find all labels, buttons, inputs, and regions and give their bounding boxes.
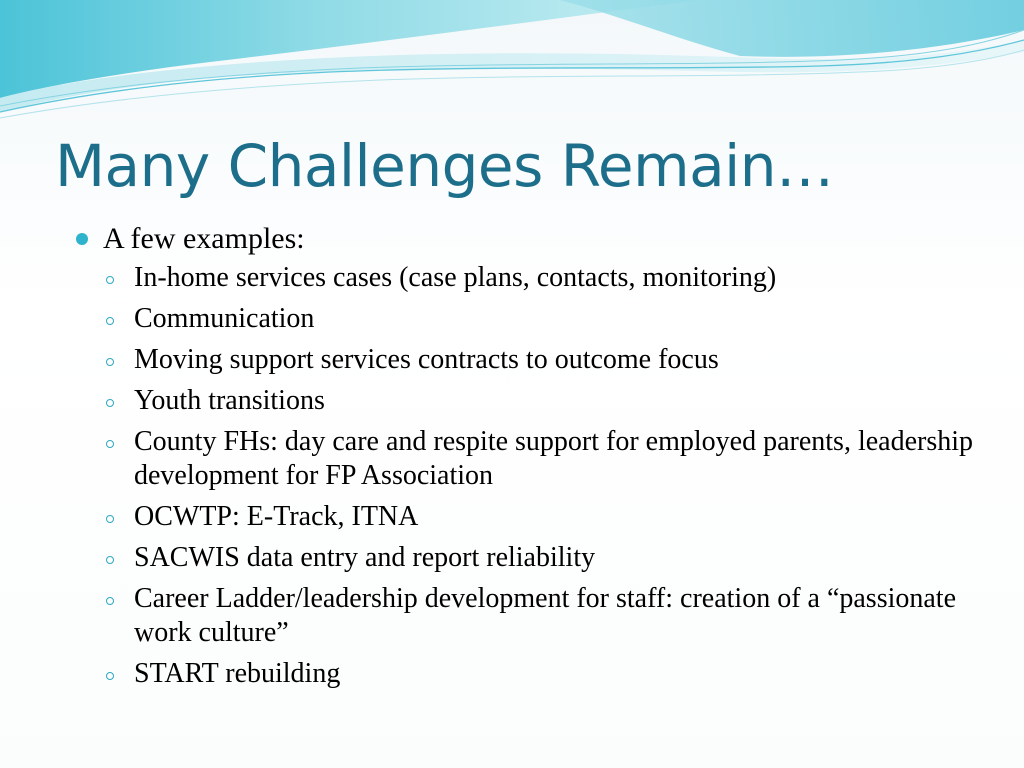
hollow-circle-bullet-icon [106, 597, 114, 605]
bullet-item-level1 [72, 220, 992, 258]
hollow-circle-bullet-icon [106, 556, 114, 564]
sub-bullet-text: In-home services cases (case plans, contacts, monitoring) [134, 262, 777, 293]
bullet-text: A few examples: [103, 222, 305, 255]
sub-bullet-text: Youth transitions [134, 385, 325, 416]
wave-header-decoration [0, 0, 1024, 130]
sub-bullet-text: Communication [134, 303, 315, 334]
sub-bullet-text: OCWTP: E-Track, ITNA [134, 501, 419, 532]
sub-bullet-item [72, 582, 992, 650]
hollow-circle-bullet-icon [106, 399, 114, 407]
sub-bullet-list [72, 261, 992, 691]
sub-bullet-text: Moving support services contracts to outcome focus [134, 344, 719, 375]
sub-bullet-item [72, 343, 992, 377]
sub-bullet-item [72, 302, 992, 336]
hollow-circle-bullet-icon [106, 358, 114, 366]
sub-bullet-text: County FHs: day care and respite support for employed parents, leadership development for FP Association [134, 426, 974, 491]
sub-bullet-text: Career Ladder/leadership development for staff: creation of a “passionate work culture” [134, 583, 957, 648]
hollow-circle-bullet-icon [106, 440, 114, 448]
sub-bullet-item [72, 384, 992, 418]
sub-bullet-item [72, 541, 992, 575]
sub-bullet-item [72, 261, 992, 295]
hollow-circle-bullet-icon [106, 515, 114, 523]
slide-title: Many Challenges Remain… [55, 132, 834, 200]
sub-bullet-item [72, 425, 992, 493]
sub-bullet-item [72, 500, 992, 534]
sub-bullet-text: SACWIS data entry and report reliability [134, 542, 596, 573]
sub-bullet-text: START rebuilding [134, 658, 341, 689]
hollow-circle-bullet-icon [106, 276, 114, 284]
bullet-list [72, 220, 992, 698]
filled-circle-bullet-icon [76, 233, 88, 245]
hollow-circle-bullet-icon [106, 317, 114, 325]
sub-bullet-item [72, 657, 992, 691]
hollow-circle-bullet-icon [106, 672, 114, 680]
